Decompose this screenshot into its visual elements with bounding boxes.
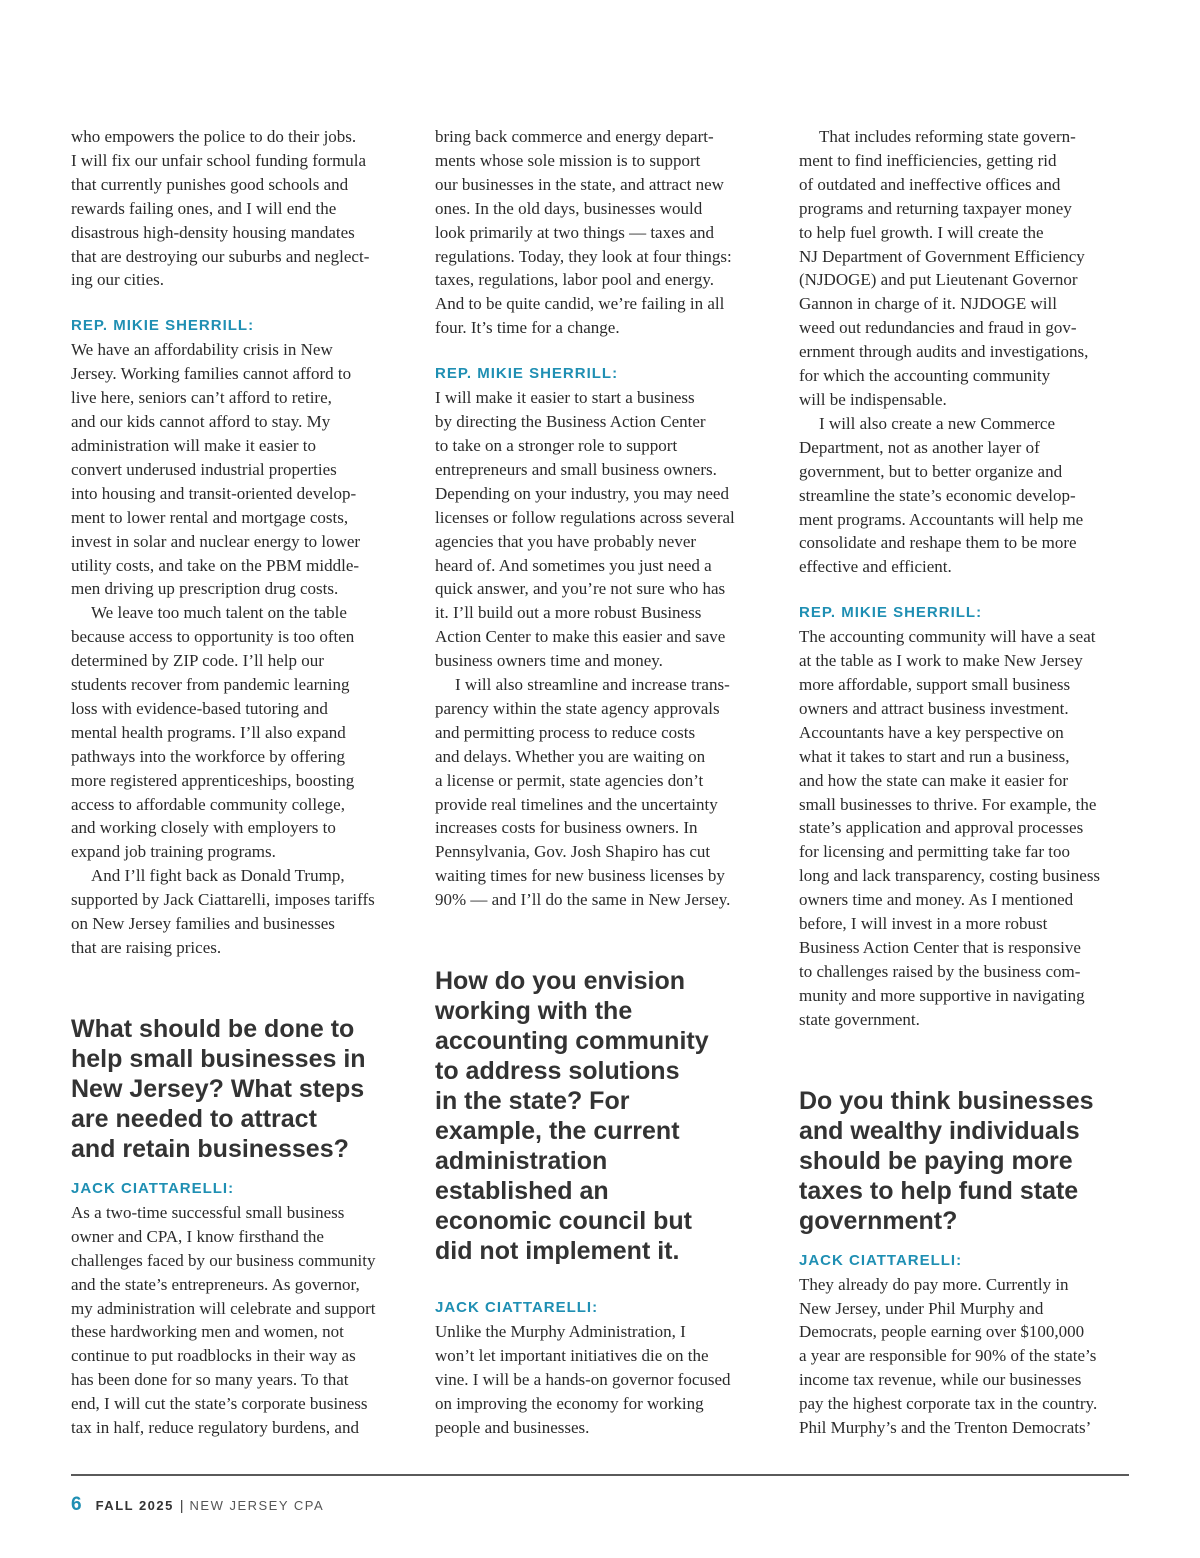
column-3 (799, 125, 1135, 1440)
text-line: into housing and transit-oriented develop- (71, 483, 357, 503)
text-line: agencies that you have probably never (435, 531, 697, 551)
text-line: ernment through audits and investigations, (799, 342, 1089, 362)
text-line: New Jersey, under Phil Murphy and (799, 1298, 1044, 1318)
text-line: at the table as I work to make New Jersey (799, 651, 1083, 671)
text-line: Unlike the Murphy Administration, I (435, 1322, 686, 1342)
text-line: 90% — and I’ll do the same in New Jersey. (435, 890, 731, 910)
text-line: As a two-time successful small business (71, 1202, 345, 1222)
question-heading (71, 1014, 407, 1164)
text-line: owner and CPA, I know firsthand the (71, 1226, 324, 1246)
text-line: parency within the state agency approvals (435, 698, 720, 718)
question-line: What should be done to (71, 1014, 355, 1043)
paragraph (799, 625, 1135, 1031)
text-line: loss with evidence-based tutoring and (71, 698, 328, 718)
text-line: weed out redundancies and fraud in gov- (799, 318, 1077, 338)
text-line: has been done for so many years. To that (71, 1370, 349, 1390)
text-line: of outdated and ineffective offices and (799, 174, 1061, 194)
paragraph (799, 1273, 1135, 1440)
paragraph (799, 412, 1135, 579)
column-2 (435, 125, 771, 1440)
text-line: before, I will invest in a more robust (799, 914, 1048, 934)
text-line: quick answer, and you’re not sure who has (435, 579, 726, 599)
text-line: and working closely with employers to (71, 818, 336, 838)
question-line: in the state? For (435, 1087, 630, 1116)
text-line: Department, not as another layer of (799, 437, 1040, 457)
text-line: determined by ZIP code. I’ll help our (71, 651, 324, 671)
paragraph (71, 338, 407, 601)
text-line: rewards failing ones, and I will end the (71, 198, 337, 218)
text-line: We leave too much talent on the table (91, 603, 347, 623)
speaker-label: JACK CIATTARELLI: (71, 1179, 235, 1197)
text-line: mental health programs. I’ll also expand (71, 722, 346, 742)
text-line: state’s application and approval processes (799, 818, 1084, 838)
text-line: regulations. Today, they look at four things: (435, 246, 732, 266)
text-line: effective and efficient. (799, 557, 952, 577)
text-line: because access to opportunity is too often (71, 627, 355, 647)
text-line: and permitting process to reduce costs (435, 722, 696, 742)
text-line: Business Action Center that is responsive (799, 938, 1081, 957)
paragraph (71, 864, 407, 960)
column-1 (71, 125, 407, 1440)
question-line: taxes to help fund state (799, 1176, 1079, 1205)
text-line: We have an affordability crisis in New (71, 340, 333, 360)
text-line: what it takes to start and run a business, (799, 746, 1070, 766)
text-line: Democrats, people earning over $100,000 (799, 1322, 1085, 1342)
text-line: waiting times for new business licenses by (435, 866, 725, 886)
text-line: on improving the economy for working (435, 1393, 704, 1413)
text-line: The accounting community will have a seat (799, 627, 1096, 647)
text-line: entrepreneurs and small business owners. (435, 459, 717, 479)
question-line: to address solutions (435, 1057, 680, 1086)
text-line: end, I will cut the state’s corporate business (71, 1394, 368, 1414)
text-line: I will fix our unfair school funding formula (71, 150, 367, 170)
text-line: it. I’ll build out a more robust Business (435, 603, 702, 623)
text-line: and how the state can make it easier for (799, 770, 1069, 790)
question-line: and retain businesses? (71, 1134, 349, 1163)
text-line: that currently punishes good schools and (71, 174, 349, 194)
text-line: look primarily at two things — taxes and (435, 222, 715, 242)
text-line: (NJDOGE) and put Lieutenant Governor (799, 270, 1078, 290)
text-line: streamline the state’s economic develop- (799, 485, 1076, 505)
text-line: to take on a stronger role to support (435, 435, 678, 455)
text-line: ones. In the old days, businesses would (435, 198, 703, 218)
text-line: for licensing and permitting take far too (799, 842, 1070, 862)
speaker-label: REP. MIKIE SHERRILL: (799, 604, 983, 622)
text-line: government, but to better organize and (799, 461, 1063, 481)
text-line: bring back commerce and energy depart- (435, 127, 714, 146)
question-line: should be paying more (799, 1146, 1073, 1175)
text-line: long and lack transparency, costing business (799, 866, 1101, 886)
text-line: more affordable, support small business (799, 675, 1071, 695)
text-line: supported by Jack Ciattarelli, imposes tariffs (71, 890, 375, 910)
question-line: did not implement it. (435, 1237, 680, 1266)
text-line: tax in half, reduce regulatory burdens, and (71, 1418, 359, 1438)
text-line: and the state’s entrepreneurs. As governor, (71, 1274, 360, 1294)
text-line: vine. I will be a hands-on governor focused (435, 1369, 731, 1389)
text-line: programs and returning taxpayer money (799, 198, 1072, 218)
text-line: They already do pay more. Currently in (799, 1274, 1069, 1294)
text-line: ment to lower rental and mortgage costs, (71, 507, 349, 527)
text-line: students recover from pandemic learning (71, 675, 350, 695)
text-line: Pennsylvania, Gov. Josh Shapiro has cut (435, 842, 711, 862)
text-line: I will also create a new Commerce (819, 413, 1056, 433)
text-line: a year are responsible for 90% of the state’s (799, 1346, 1097, 1366)
text-line: on New Jersey families and businesses (71, 914, 335, 934)
paragraph (71, 601, 407, 864)
text-line: increases costs for business owners. In (435, 818, 698, 838)
text-line: that are destroying our suburbs and neglect- (71, 246, 370, 266)
text-line: and delays. Whether you are waiting on (435, 746, 706, 766)
text-line: state government. (799, 1009, 920, 1029)
text-line: disastrous high-density housing mandates (71, 222, 355, 242)
text-line: ing our cities. (71, 270, 165, 290)
text-line: I will also streamline and increase trans- (455, 675, 730, 695)
paragraph (435, 386, 771, 673)
text-line: live here, seniors can’t afford to retire, (71, 388, 332, 408)
question-line: and wealthy individuals (799, 1116, 1080, 1145)
question-line: Do you think businesses (799, 1086, 1094, 1115)
text-line: will be indispensable. (799, 389, 947, 409)
question-line: How do you envision (435, 967, 686, 996)
question-line: help small businesses in (71, 1044, 366, 1073)
paragraph (799, 125, 1135, 412)
text-line: continue to put roadblocks in their way as (71, 1346, 356, 1366)
text-line: small businesses to thrive. For example, the (799, 794, 1097, 814)
text-line: taxes, regulations, labor pool and energy. (435, 270, 715, 290)
text-line: munity and more supportive in navigating (799, 985, 1085, 1005)
text-line: convert underused industrial properties (71, 459, 337, 479)
question-line: administration (435, 1147, 608, 1176)
speaker-label: JACK CIATTARELLI: (435, 1299, 599, 1317)
text-line: Accountants have a key perspective on (799, 722, 1064, 742)
text-line: And I’ll fight back as Donald Trump, (91, 866, 345, 886)
footer-separator: | (179, 1497, 184, 1513)
text-line: that are raising prices. (71, 938, 222, 957)
speaker-label: REP. MIKIE SHERRILL: (71, 317, 255, 335)
text-line: income tax revenue, while our businesses (799, 1370, 1082, 1390)
text-line: owners and attract business investment. (799, 698, 1069, 718)
magazine-name: NEW JERSEY CPA (189, 1498, 325, 1513)
text-line: heard of. And sometimes you just need a (435, 555, 712, 575)
paragraph (435, 1320, 771, 1440)
text-line: people and businesses. (435, 1417, 590, 1437)
text-line: Action Center to make this easier and save (435, 627, 726, 647)
text-line: That includes reforming state govern- (819, 127, 1076, 146)
text-line: my administration will celebrate and support (71, 1298, 376, 1318)
text-line: I will make it easier to start a business (435, 388, 695, 408)
text-line: by directing the Business Action Center (435, 412, 706, 432)
question-line: working with the (435, 997, 633, 1026)
paragraph (435, 673, 771, 912)
text-line: these hardworking men and women, not (71, 1322, 344, 1342)
page-footer (71, 1494, 324, 1518)
text-line: our businesses in the state, and attract new (435, 174, 724, 194)
question-line: economic council but (435, 1207, 692, 1236)
text-line: men driving up prescription drug costs. (71, 579, 339, 599)
text-line: four. It’s time for a change. (435, 318, 620, 338)
text-line: Jersey. Working families cannot afford to (71, 364, 352, 384)
text-line: licenses or follow regulations across several (435, 507, 735, 527)
page-number: 6 (71, 1494, 82, 1515)
text-line: Depending on your industry, you may need (435, 483, 729, 503)
text-line: ment programs. Accountants will help me (799, 509, 1084, 529)
question-line: established an (435, 1177, 609, 1206)
issue-label: FALL 2025 (95, 1498, 174, 1513)
speaker-label: JACK CIATTARELLI: (799, 1251, 963, 1269)
text-line: won’t let important initiatives die on the (435, 1346, 709, 1365)
question-line: government? (799, 1206, 958, 1235)
question-line: example, the current (435, 1117, 680, 1146)
footer-divider (71, 1474, 1129, 1476)
text-line: who empowers the police to do their jobs. (71, 127, 357, 146)
text-line: pathways into the workforce by offering (71, 746, 345, 766)
text-line: to help fuel growth. I will create the (799, 222, 1044, 242)
text-line: access to affordable community college, (71, 794, 345, 814)
text-line: provide real timelines and the uncertainty (435, 794, 718, 814)
paragraph (435, 125, 771, 340)
text-line: invest in solar and nuclear energy to lower (71, 531, 361, 551)
question-line: New Jersey? What steps (71, 1074, 365, 1103)
text-line: business owners time and money. (435, 651, 663, 671)
text-line: administration will make it easier to (71, 435, 317, 455)
text-line: consolidate and reshape them to be more (799, 533, 1077, 553)
text-line: challenges faced by our business community (71, 1250, 376, 1270)
text-line: for which the accounting community (799, 366, 1051, 386)
text-line: And to be quite candid, we’re failing in all (435, 294, 725, 314)
speaker-label: REP. MIKIE SHERRILL: (435, 365, 619, 383)
question-line: are needed to attract (71, 1104, 317, 1133)
question-line: accounting community (435, 1027, 709, 1056)
text-line: a license or permit, state agencies don’t (435, 770, 704, 790)
text-line: Phil Murphy’s and the Trenton Democrats’ (799, 1418, 1092, 1438)
text-line: expand job training programs. (71, 842, 276, 862)
question-heading (799, 1086, 1135, 1236)
text-line: more registered apprenticeships, boosting (71, 770, 355, 790)
text-line: Gannon in charge of it. NJDOGE will (799, 294, 1057, 314)
paragraph (71, 1201, 407, 1440)
text-line: ments whose sole mission is to support (435, 150, 701, 170)
text-line: NJ Department of Government Efficiency (799, 246, 1085, 266)
text-line: pay the highest corporate tax in the country. (799, 1394, 1098, 1414)
paragraph (71, 125, 407, 292)
text-line: utility costs, and take on the PBM middle- (71, 555, 360, 575)
text-line: and our kids cannot afford to stay. My (71, 412, 331, 432)
text-line: to challenges raised by the business com- (799, 961, 1081, 981)
text-line: owners time and money. As I mentioned (799, 890, 1074, 910)
text-line: ment to find inefficiencies, getting rid (799, 150, 1057, 170)
question-heading (435, 966, 771, 1266)
